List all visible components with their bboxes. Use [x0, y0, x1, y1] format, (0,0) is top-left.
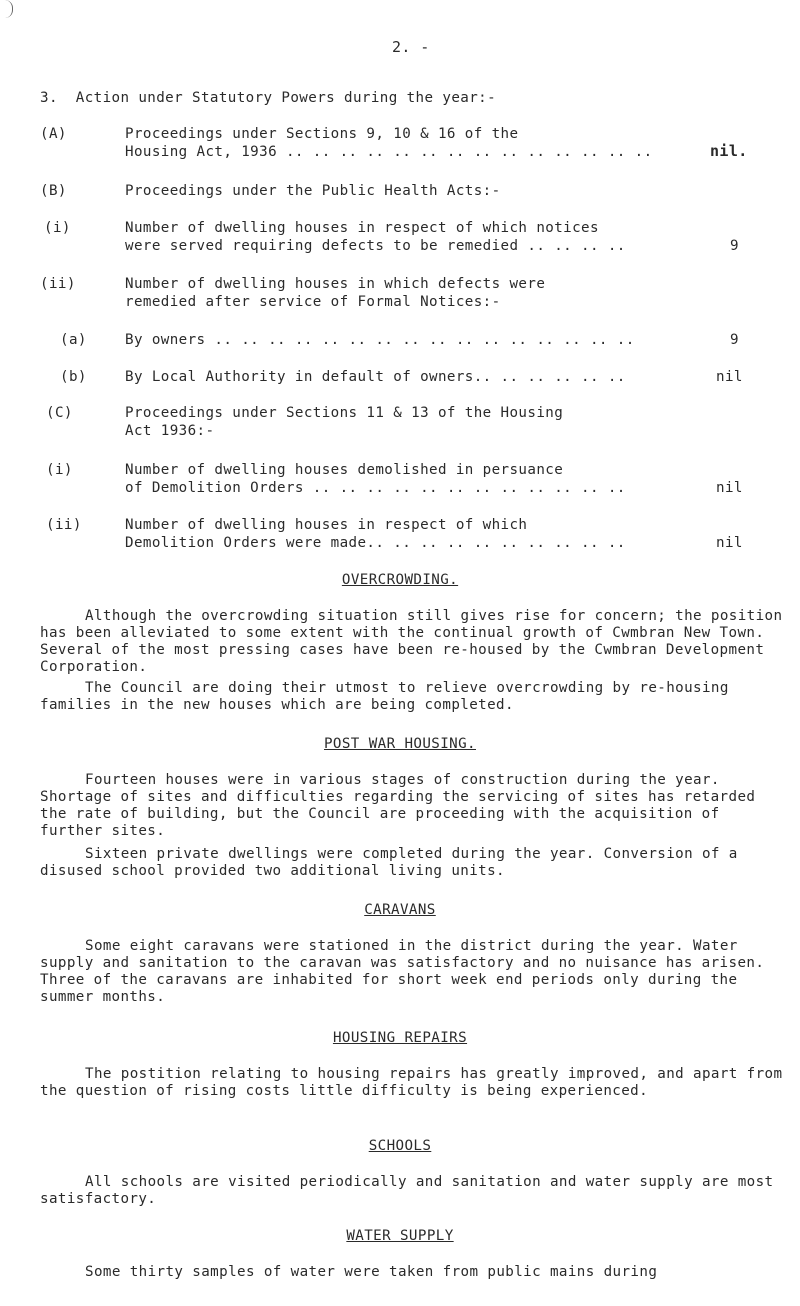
item-label-b-b: (b) [60, 369, 87, 385]
water-supply-paragraph: Some thirty samples of water were taken from public mains during [85, 1264, 658, 1280]
item-label-a: (A) [40, 126, 67, 142]
item-value-b-b: nil [716, 369, 743, 385]
margin-mark [0, 0, 13, 18]
item-label-b-ii: (ii) [40, 276, 76, 292]
post-war-paragraph-1: Fourteen houses were in various stages of construction during the year. Shortage of sites and difficulties regarding the servicing of sites has retarded the rate of building, but the Council are proceeding with the acquisition of further sites. [40, 772, 756, 839]
page-number: 2. - [392, 38, 430, 56]
post-war-paragraph-2: Sixteen private dwellings were completed during the year. Conversion of a disused school provided two additional living units. [40, 846, 738, 879]
overcrowding-paragraph-2: The Council are doing their utmost to relieve overcrowding by re-housing families in the new houses which are being completed. [40, 680, 729, 713]
item-value-b-i: 9 [730, 238, 739, 254]
item-text-a-1: Proceedings under Sections 9, 10 & 16 of the [125, 126, 519, 142]
item-value-c-i: nil [716, 480, 743, 496]
overcrowding-paragraph-1: Although the overcrowding situation still gives rise for concern; the position has been alleviated to some extent with the continual growth of Cwmbran New Town. Several of the most pressing cases have been re-housed by the Cwmbran Development Corporation. [40, 608, 783, 675]
item-text-a-2: Housing Act, 1936 .. .. .. .. .. .. .. .. .. .. .. .. .. .. [125, 144, 653, 160]
item-text-c-ii-2: Demolition Orders were made.. .. .. .. .. .. .. .. .. .. [125, 535, 626, 551]
item-value-c-ii: nil [716, 535, 743, 551]
item-text-b: Proceedings under the Public Health Acts:- [125, 183, 501, 199]
item-label-c-i: (i) [46, 462, 73, 478]
overcrowding-heading: OVERCROWDING. [341, 572, 459, 588]
item-text-c-i-1: Number of dwelling houses demolished in persuance [125, 462, 564, 478]
item-text-b-i-2: were served requiring defects to be remedied .. .. .. .. [125, 238, 626, 254]
post-war-housing-heading: POST WAR HOUSING. [323, 736, 476, 752]
item-label-b-i: (i) [44, 220, 71, 236]
item-text-b-ii-2: remedied after service of Formal Notices:- [125, 294, 501, 310]
item-text-c-i-2: of Demolition Orders .. .. .. .. .. .. .. .. .. .. .. .. [125, 480, 626, 496]
item-value-b-a: 9 [730, 332, 739, 348]
caravans-heading: CARAVANS [364, 902, 436, 918]
schools-heading: SCHOOLS [368, 1138, 432, 1154]
water-supply-heading: WATER SUPPLY [346, 1228, 454, 1244]
item-text-c-1: Proceedings under Sections 11 & 13 of the Housing [125, 405, 564, 421]
item-label-b-a: (a) [60, 332, 87, 348]
item-text-b-ii-1: Number of dwelling houses in which defects were [125, 276, 546, 292]
item-label-c: (C) [46, 405, 73, 421]
item-text-b-i-1: Number of dwelling houses in respect of which notices [125, 220, 599, 236]
item-text-c-2: Act 1936:- [125, 423, 215, 439]
section-heading: 3. Action under Statutory Powers during the year:- [40, 90, 497, 106]
caravans-paragraph: Some eight caravans were stationed in the district during the year. Water supply and sanitation to the caravan was satisfactory and no nuisance has arisen. Three of the caravans are inhabited for short week end periods only during the summer months. [40, 938, 765, 1005]
item-label-c-ii: (ii) [46, 517, 82, 533]
item-value-a: nil. [710, 142, 748, 160]
item-label-b: (B) [40, 183, 67, 199]
housing-repairs-heading: HOUSING REPAIRS [332, 1030, 468, 1046]
item-text-b-a: By owners .. .. .. .. .. .. .. .. .. .. .. .. .. .. .. .. [125, 332, 635, 348]
schools-paragraph: All schools are visited periodically and sanitation and water supply are most satisfactory. [40, 1174, 774, 1207]
housing-repairs-paragraph: The postition relating to housing repairs has greatly improved, and apart from the question of rising costs little difficulty is being experienced. [40, 1066, 783, 1099]
item-text-b-b: By Local Authority in default of owners.. .. .. .. .. .. [125, 369, 626, 385]
item-text-c-ii-1: Number of dwelling houses in respect of which [125, 517, 528, 533]
